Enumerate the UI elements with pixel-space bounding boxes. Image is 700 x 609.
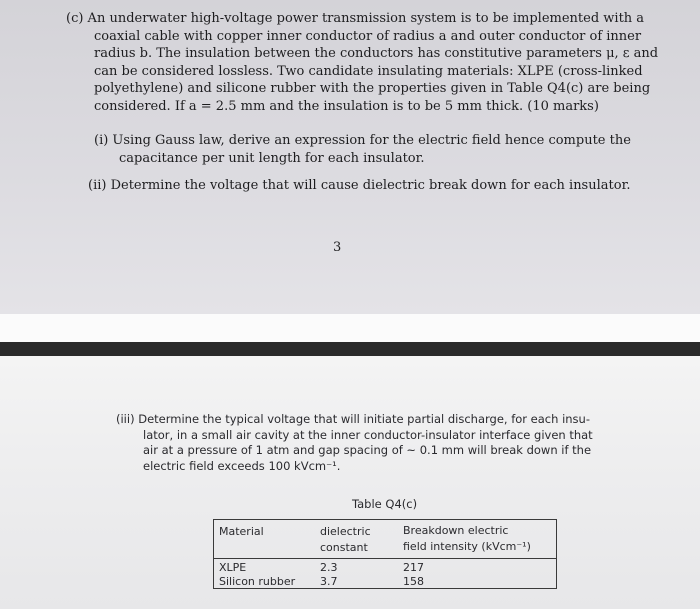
- part-i-line: (i) Using Gauss law, derive an expression for the electric field hence compute the: [94, 133, 631, 148]
- question-c-line: polyethylene) and silicone rubber with the properties given in Table Q4(c) are being: [94, 81, 651, 96]
- row-silicon-breakdown: 158: [403, 575, 424, 588]
- header-dielectric-line2: constant: [320, 541, 368, 554]
- part-iii-line: electric field exceeds 100 kVcm⁻¹.: [143, 458, 341, 473]
- table-rule-top: [213, 519, 557, 520]
- table-rule-header: [213, 558, 557, 559]
- part-iii-line: air at a pressure of 1 atm and gap spacing of ~ 0.1 mm will break down if the: [143, 443, 592, 457]
- header-dielectric-line1: dielectric: [320, 525, 371, 538]
- row-xlpe-material: XLPE: [219, 561, 247, 574]
- table-rule-left: [213, 519, 214, 589]
- materials-table: [213, 519, 557, 589]
- header-breakdown-line1: Breakdown electric: [403, 524, 509, 537]
- question-c-text: [66, 10, 658, 115]
- screenshot-divider: [0, 342, 700, 356]
- part-i-text: [94, 132, 631, 167]
- table-rule-bottom: [213, 588, 557, 589]
- question-c-line: can be considered lossless. Two candidate insulating materials: XLPE (cross-linked: [94, 63, 643, 79]
- row-silicon-dielectric: 3.7: [320, 575, 338, 588]
- question-c-line: considered. If a = 2.5 mm and the insulation is to be 5 mm thick. (10 marks): [94, 98, 599, 114]
- page-gap: [0, 314, 700, 342]
- part-ii-text: [88, 177, 630, 195]
- table-rule-right: [556, 519, 557, 589]
- row-xlpe-dielectric: 2.3: [320, 561, 338, 574]
- question-c-line: (c) An underwater high-voltage power transmission system is to be implemented with a: [66, 11, 645, 26]
- header-material: Material: [219, 525, 264, 538]
- part-iii-line: lator, in a small air cavity at the inner conductor-insulator interface given that: [143, 427, 593, 442]
- header-breakdown-line2: field intensity (kVcm⁻¹): [403, 540, 531, 553]
- part-i-line: capacitance per unit length for each insulator.: [119, 150, 425, 166]
- table-caption: Table Q4(c): [352, 497, 418, 511]
- question-c-line: radius b. The insulation between the conductors has constitutive parameters μ, ε and: [94, 46, 659, 61]
- part-ii-line: (ii) Determine the voltage that will cause dielectric break down for each insulator.: [88, 178, 631, 193]
- question-c-line: coaxial cable with copper inner conductor of radius a and outer conductor of inner: [94, 28, 642, 44]
- page-number: 3: [333, 240, 342, 255]
- part-iii-line: (iii) Determine the typical voltage that will initiate partial discharge, for each insu-: [116, 412, 590, 426]
- row-silicon-material: Silicon rubber: [219, 575, 296, 588]
- row-xlpe-breakdown: 217: [403, 561, 424, 574]
- part-iii-text: [116, 412, 593, 474]
